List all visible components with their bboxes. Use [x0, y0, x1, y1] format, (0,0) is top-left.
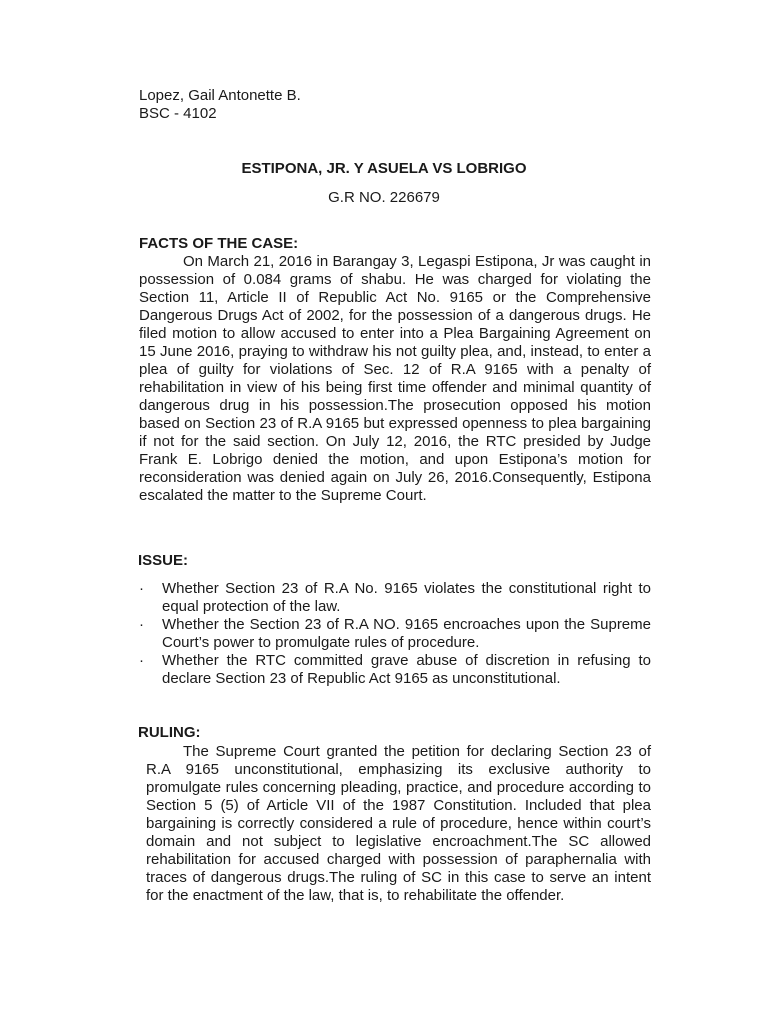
- ruling-text: The Supreme Court granted the petition for declaring Section 23 of R.A 9165 unconstitutional, emphasizing its exclusive authority to promulgate rules concerning pleading, practice, and procedure according to Section 5 (5) of Article VII of the 1987 Constitution. Included that plea bargaining is correctly considered a rule of procedure, hence within court’s domain and not subject to legislative encroachment.The SC allowed rehabilitation for accused charged with possession of paraphernalia with traces of dangerous drugs.The ruling of SC in this case to serve an intent for the enactment of the law, that is, to rehabilitate the offender.: [146, 743, 651, 904]
- bullet-icon: ·: [139, 580, 144, 597]
- issue-list: [139, 580, 651, 688]
- issue-item: [139, 616, 651, 652]
- case-title: ESTIPONA, JR. Y ASUELA VS LOBRIGO: [241, 160, 527, 177]
- facts-heading: FACTS OF THE CASE:: [139, 235, 299, 252]
- case-gr-number: G.R NO. 226679: [328, 189, 440, 206]
- issue-item: [139, 652, 651, 688]
- ruling-heading: RULING:: [138, 724, 201, 741]
- issue-item-text: Whether Section 23 of R.A No. 9165 violates the constitutional right to equal protection of the law.: [162, 580, 651, 615]
- facts-paragraph: [139, 253, 651, 505]
- author-section: BSC - 4102: [139, 105, 217, 122]
- ruling-paragraph: [146, 743, 651, 905]
- bullet-icon: ·: [139, 616, 144, 633]
- issue-item-text: Whether the RTC committed grave abuse of discretion in refusing to declare Section 23 of Republic Act 9165 as unconstitutional.: [162, 652, 651, 687]
- issue-item: [139, 580, 651, 616]
- issue-item-text: Whether the Section 23 of R.A NO. 9165 encroaches upon the Supreme Court’s power to promulgate rules of procedure.: [162, 616, 651, 651]
- author-block: [139, 87, 301, 123]
- issue-heading: ISSUE:: [138, 552, 189, 569]
- bullet-icon: ·: [139, 652, 144, 669]
- facts-text: On March 21, 2016 in Barangay 3, Legaspi Estipona, Jr was caught in possession of 0.084 grams of shabu. He was charged for violating the Section 11, Article II of Republic Act No. 9165 or the Comprehensive Dangerous Drugs Act of 2002, for the possession of a dangerous drugs. He filed motion to allow accused to enter into a Plea Bargaining Agreement on 15 June 2016, praying to withdraw his not guilty plea, and, instead, to enter a plea of guilty for violations of Sec. 12 of R.A 9165 with a penalty of rehabilitation in view of his being first time offender and minimal quantity of dangerous drug in his possession.The prosecution opposed his motion based on Section 23 of R.A 9165 but expressed openness to plea bargaining if not for the said section. On July 12, 2016, the RTC presided by Judge Frank E. Lobrigo denied the motion, and upon Estipona’s motion for reconsideration was denied again on July 26, 2016.Consequently, Estipona escalated the matter to the Supreme Court.: [139, 253, 651, 504]
- author-name: Lopez, Gail Antonette B.: [139, 87, 301, 104]
